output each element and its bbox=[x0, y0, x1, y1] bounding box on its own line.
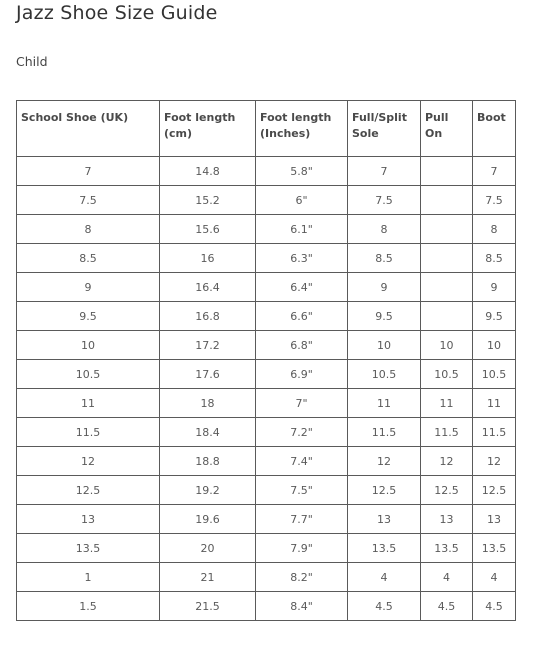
cell-foot-length-inches: 6" bbox=[256, 186, 348, 215]
cell-boot: 9 bbox=[473, 273, 516, 302]
cell-boot: 10 bbox=[473, 331, 516, 360]
cell-foot-length-inches: 7.2" bbox=[256, 418, 348, 447]
cell-foot-length-inches: 7.9" bbox=[256, 534, 348, 563]
cell-boot: 11 bbox=[473, 389, 516, 418]
cell-pull-on: 10.5 bbox=[421, 360, 473, 389]
cell-full-split-sole: 8 bbox=[348, 215, 421, 244]
cell-foot-length-inches: 6.4" bbox=[256, 273, 348, 302]
cell-full-split-sole: 13 bbox=[348, 505, 421, 534]
cell-pull-on bbox=[421, 157, 473, 186]
cell-full-split-sole: 12.5 bbox=[348, 476, 421, 505]
cell-foot-length-cm: 14.8 bbox=[160, 157, 256, 186]
cell-full-split-sole: 7.5 bbox=[348, 186, 421, 215]
cell-school-shoe-uk: 10 bbox=[17, 331, 160, 360]
cell-foot-length-inches: 6.9" bbox=[256, 360, 348, 389]
table-body bbox=[17, 157, 516, 621]
header-foot-length-inches: Foot length (Inches) bbox=[256, 101, 348, 157]
cell-foot-length-inches: 7.5" bbox=[256, 476, 348, 505]
cell-foot-length-cm: 18 bbox=[160, 389, 256, 418]
cell-pull-on: 13.5 bbox=[421, 534, 473, 563]
cell-full-split-sole: 9 bbox=[348, 273, 421, 302]
cell-pull-on: 12 bbox=[421, 447, 473, 476]
cell-foot-length-inches: 5.8" bbox=[256, 157, 348, 186]
cell-school-shoe-uk: 7 bbox=[17, 157, 160, 186]
cell-pull-on: 13 bbox=[421, 505, 473, 534]
cell-foot-length-cm: 17.6 bbox=[160, 360, 256, 389]
cell-pull-on: 4 bbox=[421, 563, 473, 592]
cell-boot: 13.5 bbox=[473, 534, 516, 563]
cell-foot-length-cm: 16 bbox=[160, 244, 256, 273]
cell-foot-length-inches: 6.1" bbox=[256, 215, 348, 244]
cell-foot-length-cm: 15.6 bbox=[160, 215, 256, 244]
cell-full-split-sole: 9.5 bbox=[348, 302, 421, 331]
cell-boot: 8 bbox=[473, 215, 516, 244]
cell-school-shoe-uk: 12.5 bbox=[17, 476, 160, 505]
cell-boot: 11.5 bbox=[473, 418, 516, 447]
cell-foot-length-inches: 7.4" bbox=[256, 447, 348, 476]
table-row bbox=[17, 331, 516, 360]
table-row bbox=[17, 476, 516, 505]
cell-full-split-sole: 4 bbox=[348, 563, 421, 592]
cell-full-split-sole: 11 bbox=[348, 389, 421, 418]
page-title: Jazz Shoe Size Guide bbox=[16, 2, 218, 24]
cell-foot-length-inches: 6.8" bbox=[256, 331, 348, 360]
cell-boot: 4.5 bbox=[473, 592, 516, 621]
cell-foot-length-cm: 21.5 bbox=[160, 592, 256, 621]
cell-boot: 12 bbox=[473, 447, 516, 476]
cell-foot-length-inches: 8.2" bbox=[256, 563, 348, 592]
cell-foot-length-inches: 7" bbox=[256, 389, 348, 418]
cell-foot-length-cm: 18.4 bbox=[160, 418, 256, 447]
size-guide-table bbox=[16, 100, 516, 621]
cell-school-shoe-uk: 12 bbox=[17, 447, 160, 476]
cell-full-split-sole: 4.5 bbox=[348, 592, 421, 621]
cell-full-split-sole: 12 bbox=[348, 447, 421, 476]
cell-school-shoe-uk: 7.5 bbox=[17, 186, 160, 215]
cell-foot-length-cm: 19.6 bbox=[160, 505, 256, 534]
header-full-split-sole: Full/Split Sole bbox=[348, 101, 421, 157]
header-boot: Boot bbox=[473, 101, 516, 157]
table-row bbox=[17, 186, 516, 215]
cell-pull-on: 4.5 bbox=[421, 592, 473, 621]
table-row bbox=[17, 563, 516, 592]
table-row bbox=[17, 244, 516, 273]
cell-boot: 8.5 bbox=[473, 244, 516, 273]
cell-pull-on bbox=[421, 186, 473, 215]
cell-school-shoe-uk: 1.5 bbox=[17, 592, 160, 621]
cell-foot-length-cm: 16.4 bbox=[160, 273, 256, 302]
cell-school-shoe-uk: 11.5 bbox=[17, 418, 160, 447]
cell-foot-length-cm: 17.2 bbox=[160, 331, 256, 360]
cell-school-shoe-uk: 9 bbox=[17, 273, 160, 302]
cell-foot-length-cm: 15.2 bbox=[160, 186, 256, 215]
cell-school-shoe-uk: 13.5 bbox=[17, 534, 160, 563]
cell-school-shoe-uk: 1 bbox=[17, 563, 160, 592]
table-row bbox=[17, 592, 516, 621]
cell-full-split-sole: 11.5 bbox=[348, 418, 421, 447]
header-pull-on: Pull On bbox=[421, 101, 473, 157]
cell-foot-length-cm: 19.2 bbox=[160, 476, 256, 505]
cell-school-shoe-uk: 11 bbox=[17, 389, 160, 418]
cell-boot: 12.5 bbox=[473, 476, 516, 505]
cell-full-split-sole: 10.5 bbox=[348, 360, 421, 389]
cell-pull-on: 11.5 bbox=[421, 418, 473, 447]
cell-foot-length-inches: 6.3" bbox=[256, 244, 348, 273]
cell-foot-length-cm: 16.8 bbox=[160, 302, 256, 331]
cell-full-split-sole: 8.5 bbox=[348, 244, 421, 273]
cell-boot: 9.5 bbox=[473, 302, 516, 331]
cell-foot-length-cm: 18.8 bbox=[160, 447, 256, 476]
table-row bbox=[17, 302, 516, 331]
table-header-row bbox=[17, 101, 516, 157]
cell-boot: 7.5 bbox=[473, 186, 516, 215]
cell-boot: 10.5 bbox=[473, 360, 516, 389]
cell-pull-on bbox=[421, 244, 473, 273]
section-label: Child bbox=[16, 54, 48, 69]
cell-pull-on: 12.5 bbox=[421, 476, 473, 505]
cell-pull-on: 11 bbox=[421, 389, 473, 418]
cell-school-shoe-uk: 8.5 bbox=[17, 244, 160, 273]
cell-foot-length-inches: 8.4" bbox=[256, 592, 348, 621]
table-row bbox=[17, 447, 516, 476]
table-row bbox=[17, 360, 516, 389]
cell-foot-length-cm: 21 bbox=[160, 563, 256, 592]
cell-school-shoe-uk: 13 bbox=[17, 505, 160, 534]
cell-pull-on: 10 bbox=[421, 331, 473, 360]
cell-pull-on bbox=[421, 273, 473, 302]
cell-pull-on bbox=[421, 215, 473, 244]
cell-full-split-sole: 10 bbox=[348, 331, 421, 360]
table-row bbox=[17, 418, 516, 447]
cell-pull-on bbox=[421, 302, 473, 331]
cell-foot-length-cm: 20 bbox=[160, 534, 256, 563]
header-school-shoe-uk: School Shoe (UK) bbox=[17, 101, 160, 157]
cell-boot: 7 bbox=[473, 157, 516, 186]
cell-full-split-sole: 7 bbox=[348, 157, 421, 186]
cell-foot-length-inches: 6.6" bbox=[256, 302, 348, 331]
cell-school-shoe-uk: 9.5 bbox=[17, 302, 160, 331]
cell-foot-length-inches: 7.7" bbox=[256, 505, 348, 534]
cell-boot: 4 bbox=[473, 563, 516, 592]
table-row bbox=[17, 534, 516, 563]
cell-school-shoe-uk: 10.5 bbox=[17, 360, 160, 389]
cell-school-shoe-uk: 8 bbox=[17, 215, 160, 244]
cell-boot: 13 bbox=[473, 505, 516, 534]
table-row bbox=[17, 273, 516, 302]
table-row bbox=[17, 157, 516, 186]
table-row bbox=[17, 389, 516, 418]
table-row bbox=[17, 505, 516, 534]
cell-full-split-sole: 13.5 bbox=[348, 534, 421, 563]
header-foot-length-cm: Foot length (cm) bbox=[160, 101, 256, 157]
table-row bbox=[17, 215, 516, 244]
